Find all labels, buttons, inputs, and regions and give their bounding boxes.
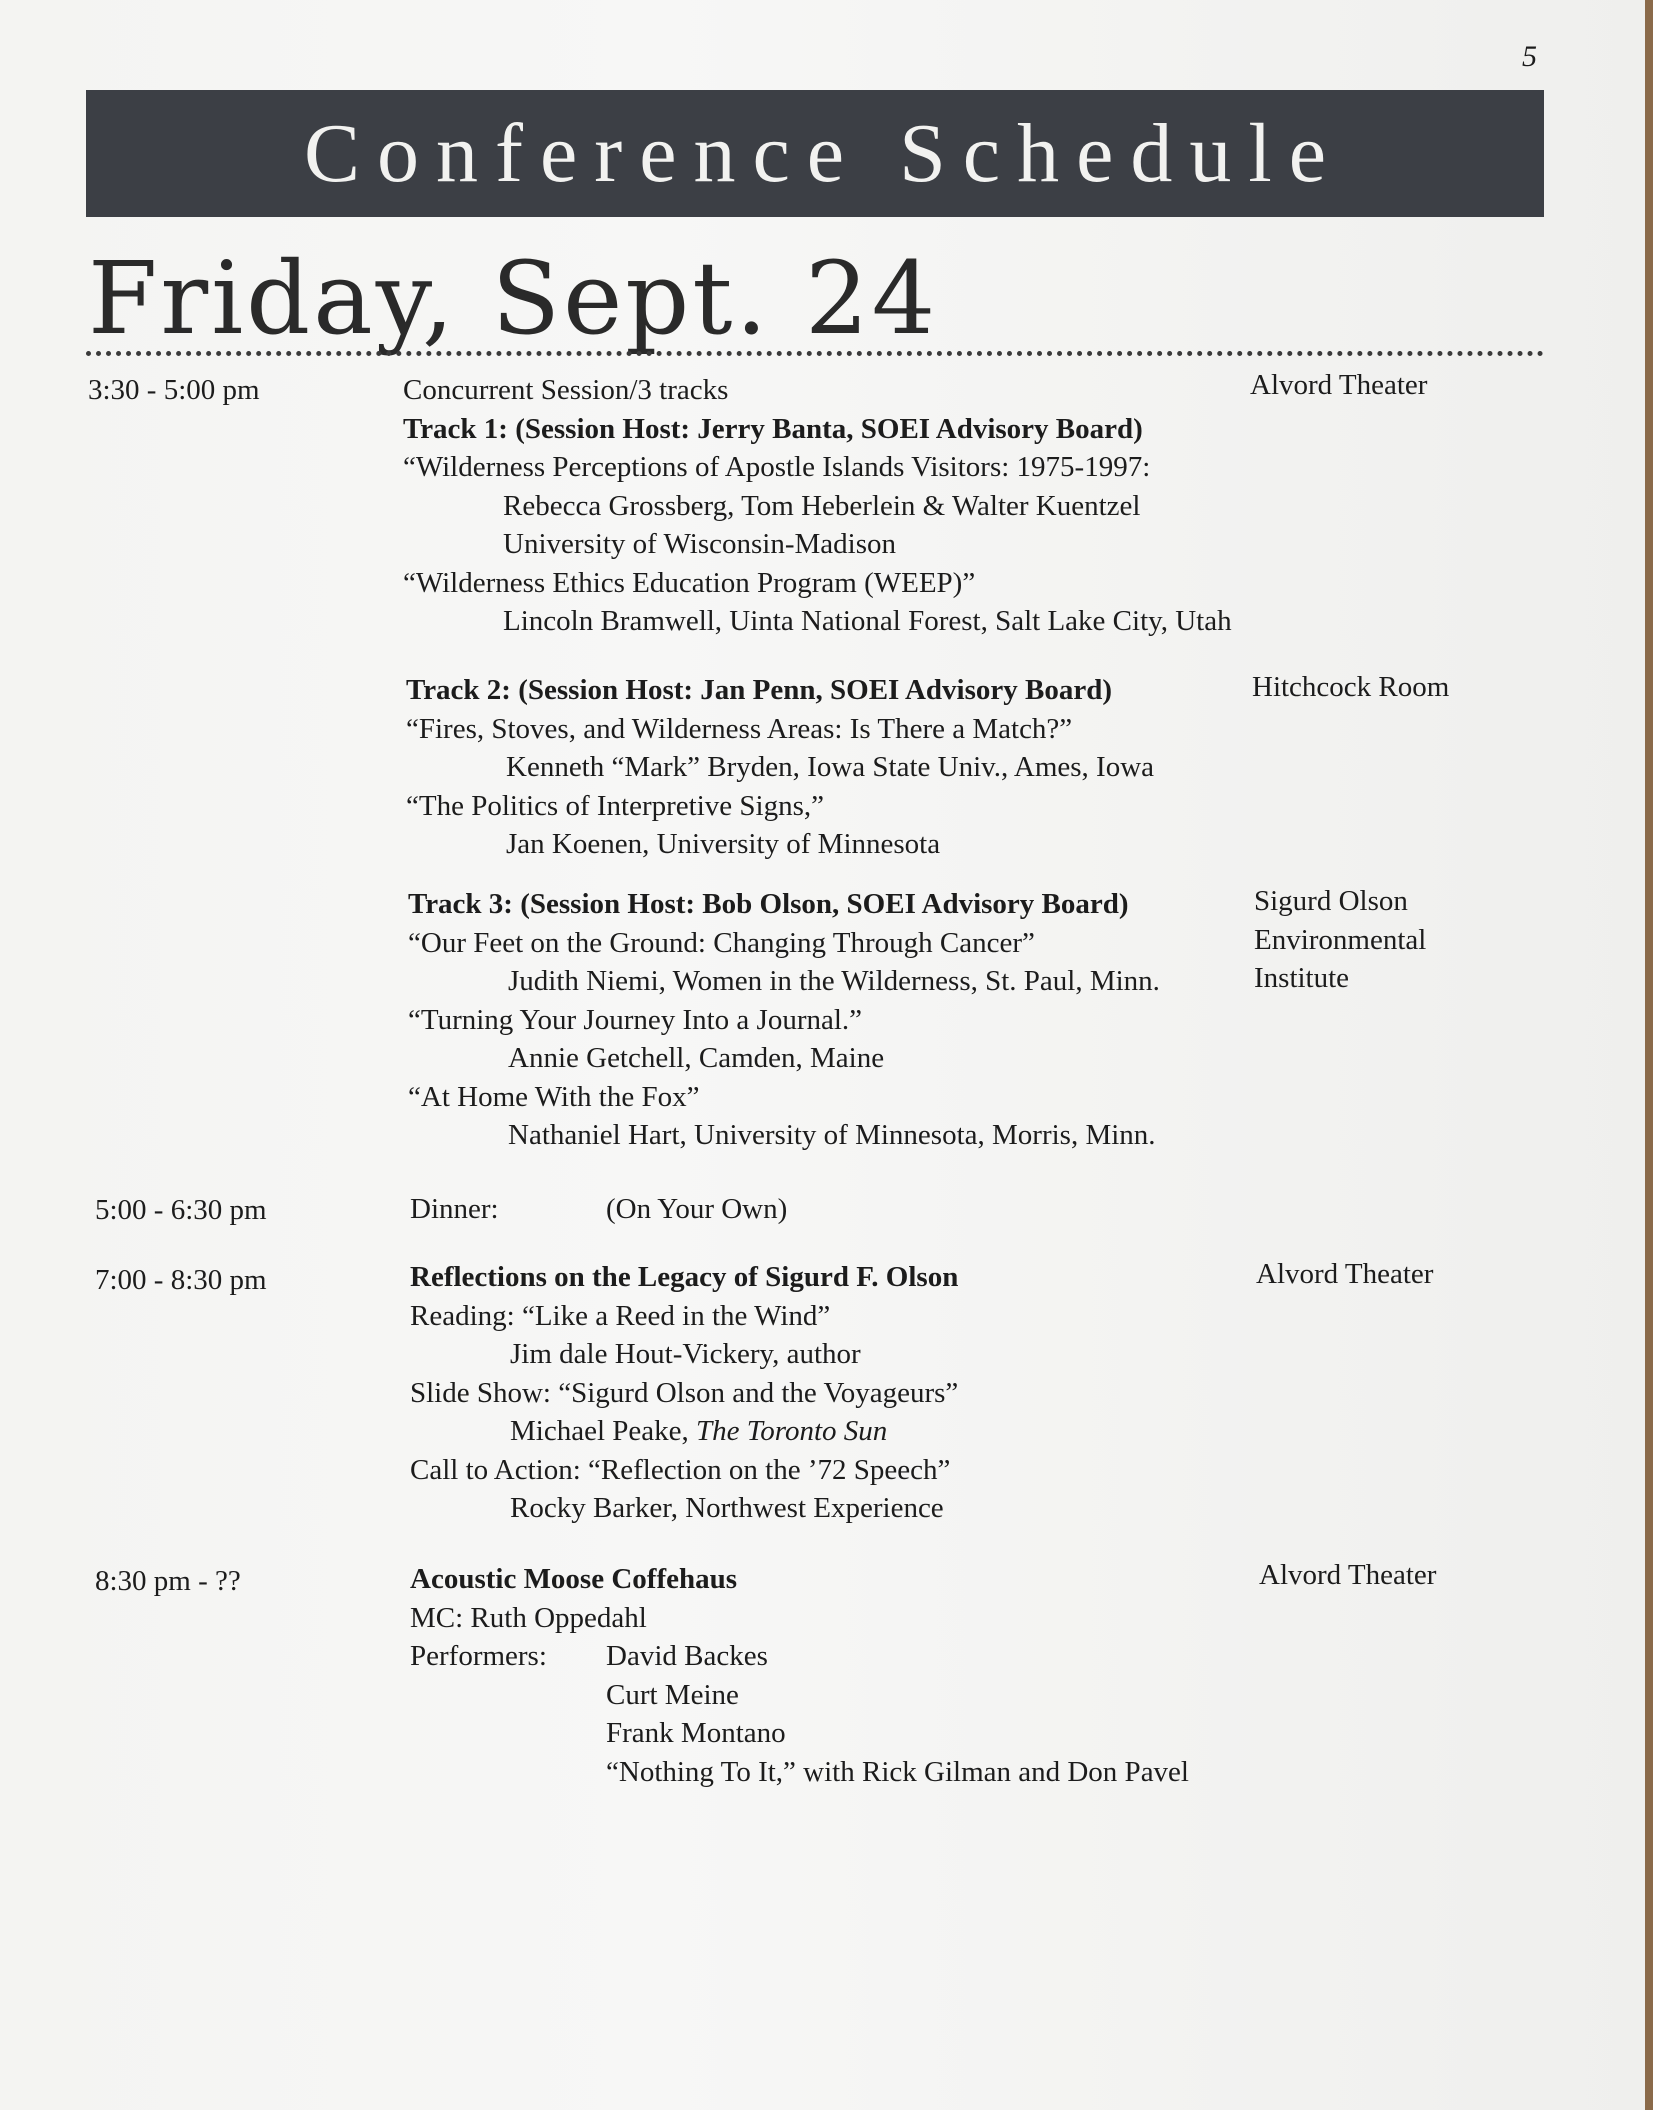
dotted-divider [86, 351, 1544, 356]
location-line: Sigurd Olson [1254, 885, 1408, 917]
performer-name: “Nothing To It,” with Rick Gilman and Don Pavel [606, 1755, 1189, 1788]
location-label [1254, 882, 1426, 998]
presenter-line [410, 1412, 958, 1451]
banner-title: Conference Schedule [303, 107, 1343, 200]
dinner-label: Dinner: [410, 1193, 499, 1225]
location-label: Hitchcock Room [1252, 671, 1450, 703]
session-title: Acoustic Moose Coffehaus [410, 1563, 738, 1595]
talk-title: “Turning Your Journey Into a Journal.” [408, 1003, 863, 1036]
session-time: 5:00 - 6:30 pm [95, 1194, 267, 1226]
program-item: Reading: “Like a Reed in the Wind” [410, 1299, 831, 1332]
location-label: Alvord Theater [1250, 369, 1428, 401]
speaker-line: Kenneth “Mark” Bryden, Iowa State Univ., Ames, Iowa [506, 751, 1155, 783]
location-line: Institute [1254, 962, 1350, 994]
presenter-line: Jim dale Hout-Vickery, author [510, 1338, 861, 1370]
publication-name: The Toronto Sun [696, 1415, 888, 1447]
presenter-line: Rocky Barker, Northwest Experience [510, 1492, 944, 1524]
track-title: Track 1: (Session Host: Jerry Banta, SOEI Advisory Board) [403, 412, 1143, 445]
talk-title: “At Home With the Fox” [408, 1080, 700, 1113]
talk-title: “The Politics of Interpretive Signs,” [406, 789, 824, 822]
talk-title: “Our Feet on the Ground: Changing Through Cancer” [408, 926, 1035, 959]
session-intro: Concurrent Session/3 tracks [403, 374, 729, 406]
session-block [403, 371, 1232, 641]
performer-name: Curt Meine [606, 1678, 739, 1711]
track-title: Track 3: (Session Host: Bob Olson, SOEI Advisory Board) [408, 888, 1129, 920]
title-banner [86, 90, 1544, 217]
mc-line: MC: Ruth Oppedahl [410, 1601, 647, 1634]
talk-title: “Fires, Stoves, and Wilderness Areas: Is There a Match?” [406, 712, 1073, 745]
session-time: 7:00 - 8:30 pm [95, 1264, 267, 1296]
speaker-line: University of Wisconsin-Madison [503, 528, 896, 560]
page-number: 5 [1522, 40, 1537, 73]
track-block [408, 885, 1160, 1155]
session-time: 3:30 - 5:00 pm [88, 374, 260, 406]
performer-name: David Backes [606, 1640, 768, 1672]
program-item: Slide Show: “Sigurd Olson and the Voyageurs” [410, 1376, 959, 1409]
track-block [406, 671, 1154, 864]
track-title: Track 2: (Session Host: Jan Penn, SOEI Advisory Board) [406, 674, 1113, 706]
speaker-line: Rebecca Grossberg, Tom Heberlein & Walter Kuentzel [503, 489, 1141, 522]
session-time: 8:30 pm - ?? [95, 1565, 241, 1597]
location-label: Alvord Theater [1256, 1258, 1434, 1290]
session-title: Reflections on the Legacy of Sigurd F. Olson [410, 1261, 959, 1293]
speaker-line: Lincoln Bramwell, Uinta National Forest, Salt Lake City, Utah [503, 605, 1232, 637]
day-heading: Friday, Sept. 24 [88, 240, 939, 357]
session-block [410, 1258, 958, 1528]
performers-label: Performers: [410, 1640, 547, 1672]
dinner-block [410, 1190, 787, 1229]
performer-name: Frank Montano [606, 1717, 786, 1749]
location-line: Environmental [1254, 923, 1427, 956]
session-block [410, 1560, 1189, 1791]
speaker-line: Jan Koenen, University of Minnesota [506, 828, 941, 860]
speaker-line: Annie Getchell, Camden, Maine [508, 1042, 885, 1074]
location-label: Alvord Theater [1259, 1559, 1437, 1591]
program-item: Call to Action: “Reflection on the ’72 Speech” [410, 1453, 951, 1486]
dinner-value: (On Your Own) [606, 1193, 788, 1225]
speaker-line: Judith Niemi, Women in the Wilderness, St. Paul, Minn. [508, 965, 1160, 997]
speaker-line: Nathaniel Hart, University of Minnesota, Morris, Minn. [508, 1119, 1156, 1151]
talk-title: “Wilderness Ethics Education Program (WEEP)” [403, 566, 976, 599]
presenter-name: Michael Peake, [510, 1415, 697, 1447]
talk-title: “Wilderness Perceptions of Apostle Islands Visitors: 1975-1997: [403, 451, 1151, 483]
